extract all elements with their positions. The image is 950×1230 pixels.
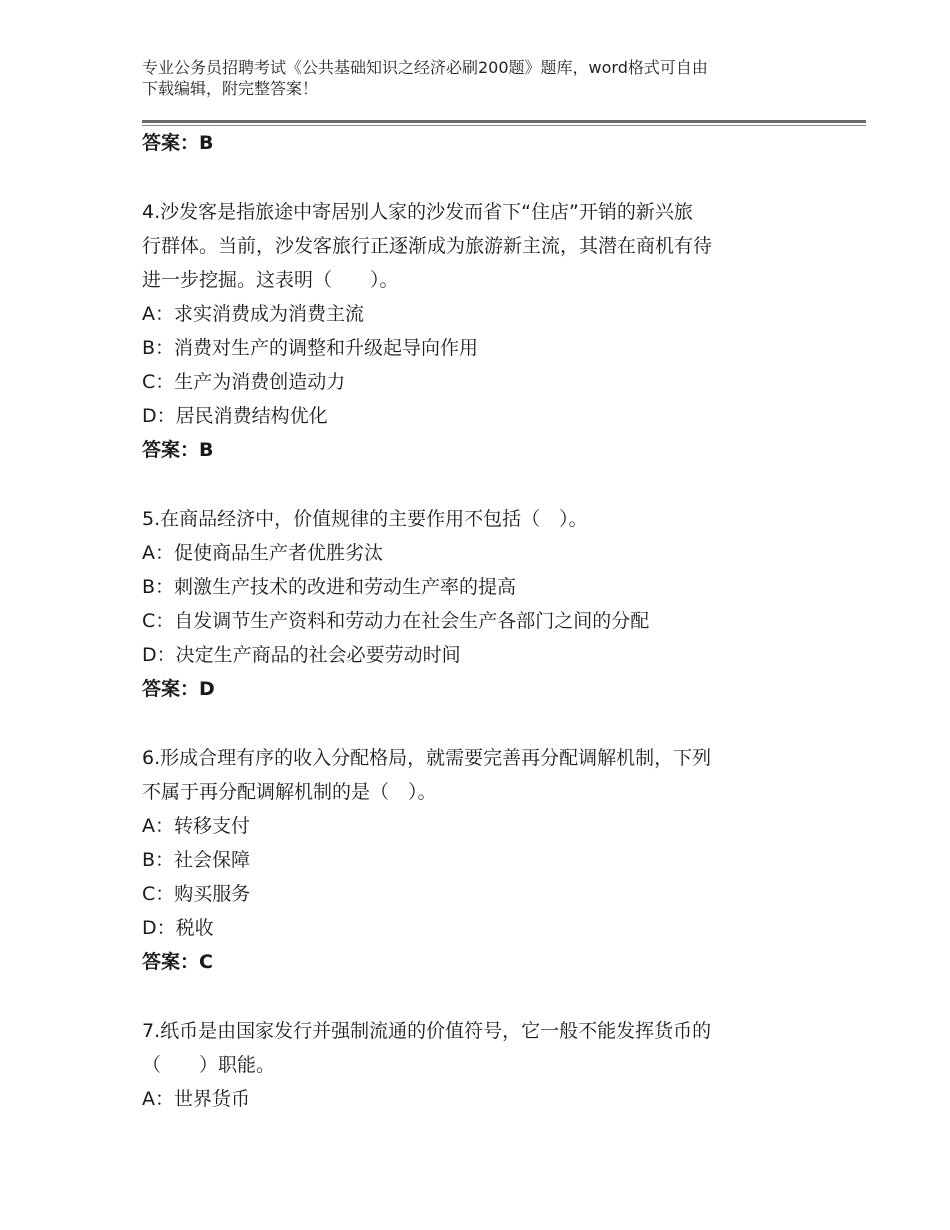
q7-stem-line-1: 7.纸币是由国家发行并强制流通的价值符号，它一般不能发挥货币的 xyxy=(142,1020,712,1042)
q5-stem-line-1: 5.在商品经济中，价值规律的主要作用不包括（ ）。 xyxy=(142,508,588,530)
header-line-2: 下载编辑，附完整答案！ xyxy=(142,79,319,98)
q5-option-b: B：刺激生产技术的改进和劳动生产率的提高 xyxy=(142,576,517,598)
q7-stem-line-2: （ ）职能。 xyxy=(142,1054,276,1076)
q6-stem-line-2: 不属于再分配调解机制的是（ ）。 xyxy=(142,781,437,803)
q5-answer: 答案：D xyxy=(142,678,215,700)
q4-stem-line-1: 4.沙发客是指旅途中寄居别人家的沙发而省下“住店”开销的新兴旅 xyxy=(142,201,693,223)
q4-stem-line-3: 进一步挖掘。这表明（ ）。 xyxy=(142,269,399,291)
q4-option-c: C：生产为消费创造动力 xyxy=(142,371,346,393)
q6-option-d: D：税收 xyxy=(142,917,214,939)
q6-option-c: C：购买服务 xyxy=(142,883,251,905)
q4-option-d: D：居民消费结构优化 xyxy=(142,405,328,427)
q6-stem-line-1: 6.形成合理有序的收入分配格局，就需要完善再分配调解机制，下列 xyxy=(142,747,712,769)
document-header xyxy=(142,57,822,99)
q4-stem-line-2: 行群体。当前，沙发客旅行正逐渐成为旅游新主流，其潜在商机有待 xyxy=(142,235,713,257)
header-divider-thick xyxy=(142,120,866,123)
q4-option-a: A：求实消费成为消费主流 xyxy=(142,303,364,325)
q5-option-d: D：决定生产商品的社会必要劳动时间 xyxy=(142,644,461,666)
q6-option-a: A：转移支付 xyxy=(142,815,250,837)
q6-option-b: B：社会保障 xyxy=(142,849,251,871)
q6-answer: 答案：C xyxy=(142,951,213,973)
header-line-1: 专业公务员招聘考试《公共基础知识之经济必刷200题》题库，word格式可自由 xyxy=(142,58,708,77)
answer-previous: 答案：B xyxy=(142,132,214,154)
q4-answer: 答案：B xyxy=(142,439,214,461)
q7-option-a: A：世界货币 xyxy=(142,1088,250,1110)
q5-option-c: C：自发调节生产资料和劳动力在社会生产各部门之间的分配 xyxy=(142,610,650,632)
q5-option-a: A：促使商品生产者优胜劣汰 xyxy=(142,542,383,564)
q4-option-b: B：消费对生产的调整和升级起导向作用 xyxy=(142,337,479,359)
header-divider-thin xyxy=(142,125,866,126)
